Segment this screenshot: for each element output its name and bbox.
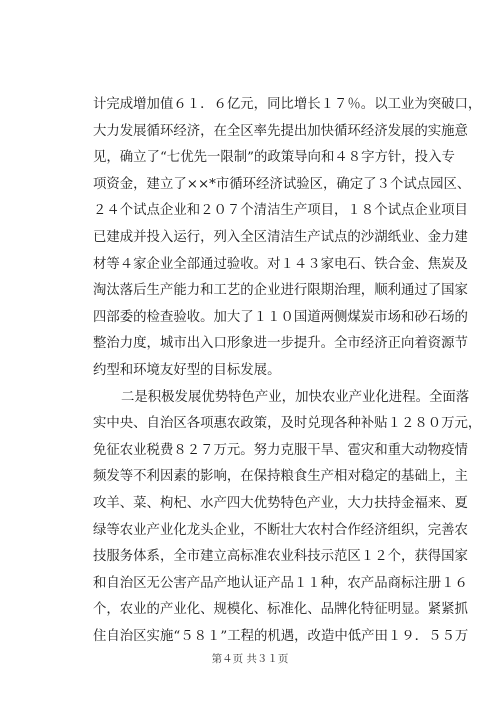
paragraph-first-line: 二是积极发展优势特色产业，加快农业产业化进程。全面落 (121, 389, 470, 405)
text-line: 约型和环境友好型的目标发展。 (93, 362, 281, 378)
text-line: 技服务体系，全市建立高标准农业科技示范区１２个，获得国家 (93, 549, 468, 565)
text-line: 攻羊、菜、枸杞、水产四大优势特色产业，大力扶持金福来、夏 (93, 495, 468, 511)
text-line: ２４个试点企业和２０７个清洁生产项目，１８个试点企业项目 (93, 203, 468, 219)
text-line: 见，确立了“七优先一限制”的政策导向和４８字方针，投入专 (93, 150, 455, 166)
text-line: 项资金，建立了××*市循环经济试验区，确定了３个试点园区、 (93, 176, 471, 192)
text-line: 和自治区无公害产品产地认证产品１１种，农产品商标注册１６ (93, 575, 468, 591)
text-line: 材等４家企业全部通过验收。对１４３家电石、铁合金、焦炭及 (93, 256, 468, 272)
text-line: 实中央、自治区各项惠农政策，及时兑现各种补贴１２８０万元， (93, 416, 482, 432)
text-line: 计完成增加值６１．６亿元，同比增长１７％。以工业为突破口， (93, 97, 482, 112)
text-line: 淘汰落后生产能力和工艺的企业进行限期治理，顺利通过了国家 (93, 283, 468, 299)
text-line: 大力发展循环经济，在全区率先提出加快循环经济发展的实施意 (93, 123, 468, 139)
text-line: 绿等农业产业化龙头企业，不断壮大农村合作经济组织，完善农 (93, 522, 468, 538)
body-text (93, 92, 482, 650)
text-line: 频发等不利因素的影响，在保持粮食生产相对稳定的基础上，主 (93, 469, 468, 485)
text-line: 免征农业税费８２７万元。努力克服干旱、雹灾和重大动物疫情 (93, 442, 468, 458)
text-line: 个，农业的产业化、规模化、标准化、品牌化特征明显。紧紧抓 (93, 602, 468, 618)
text-line: 整治力度，城市出入口形象进一步提升。全市经济正向着资源节 (93, 336, 468, 352)
text-line: 四部委的检查验收。加大了１１０国道两侧煤炭市场和砂石场的 (93, 309, 468, 325)
text-line: 已建成并投入运行，列入全区清洁生产试点的沙湖纸业、金力建 (93, 229, 468, 245)
page-number-footer: 第４页 共３１页 (211, 653, 289, 665)
text-line: 住自治区实施“５８１”工程的机遇，改造中低产田１９．５５万 (93, 628, 469, 644)
